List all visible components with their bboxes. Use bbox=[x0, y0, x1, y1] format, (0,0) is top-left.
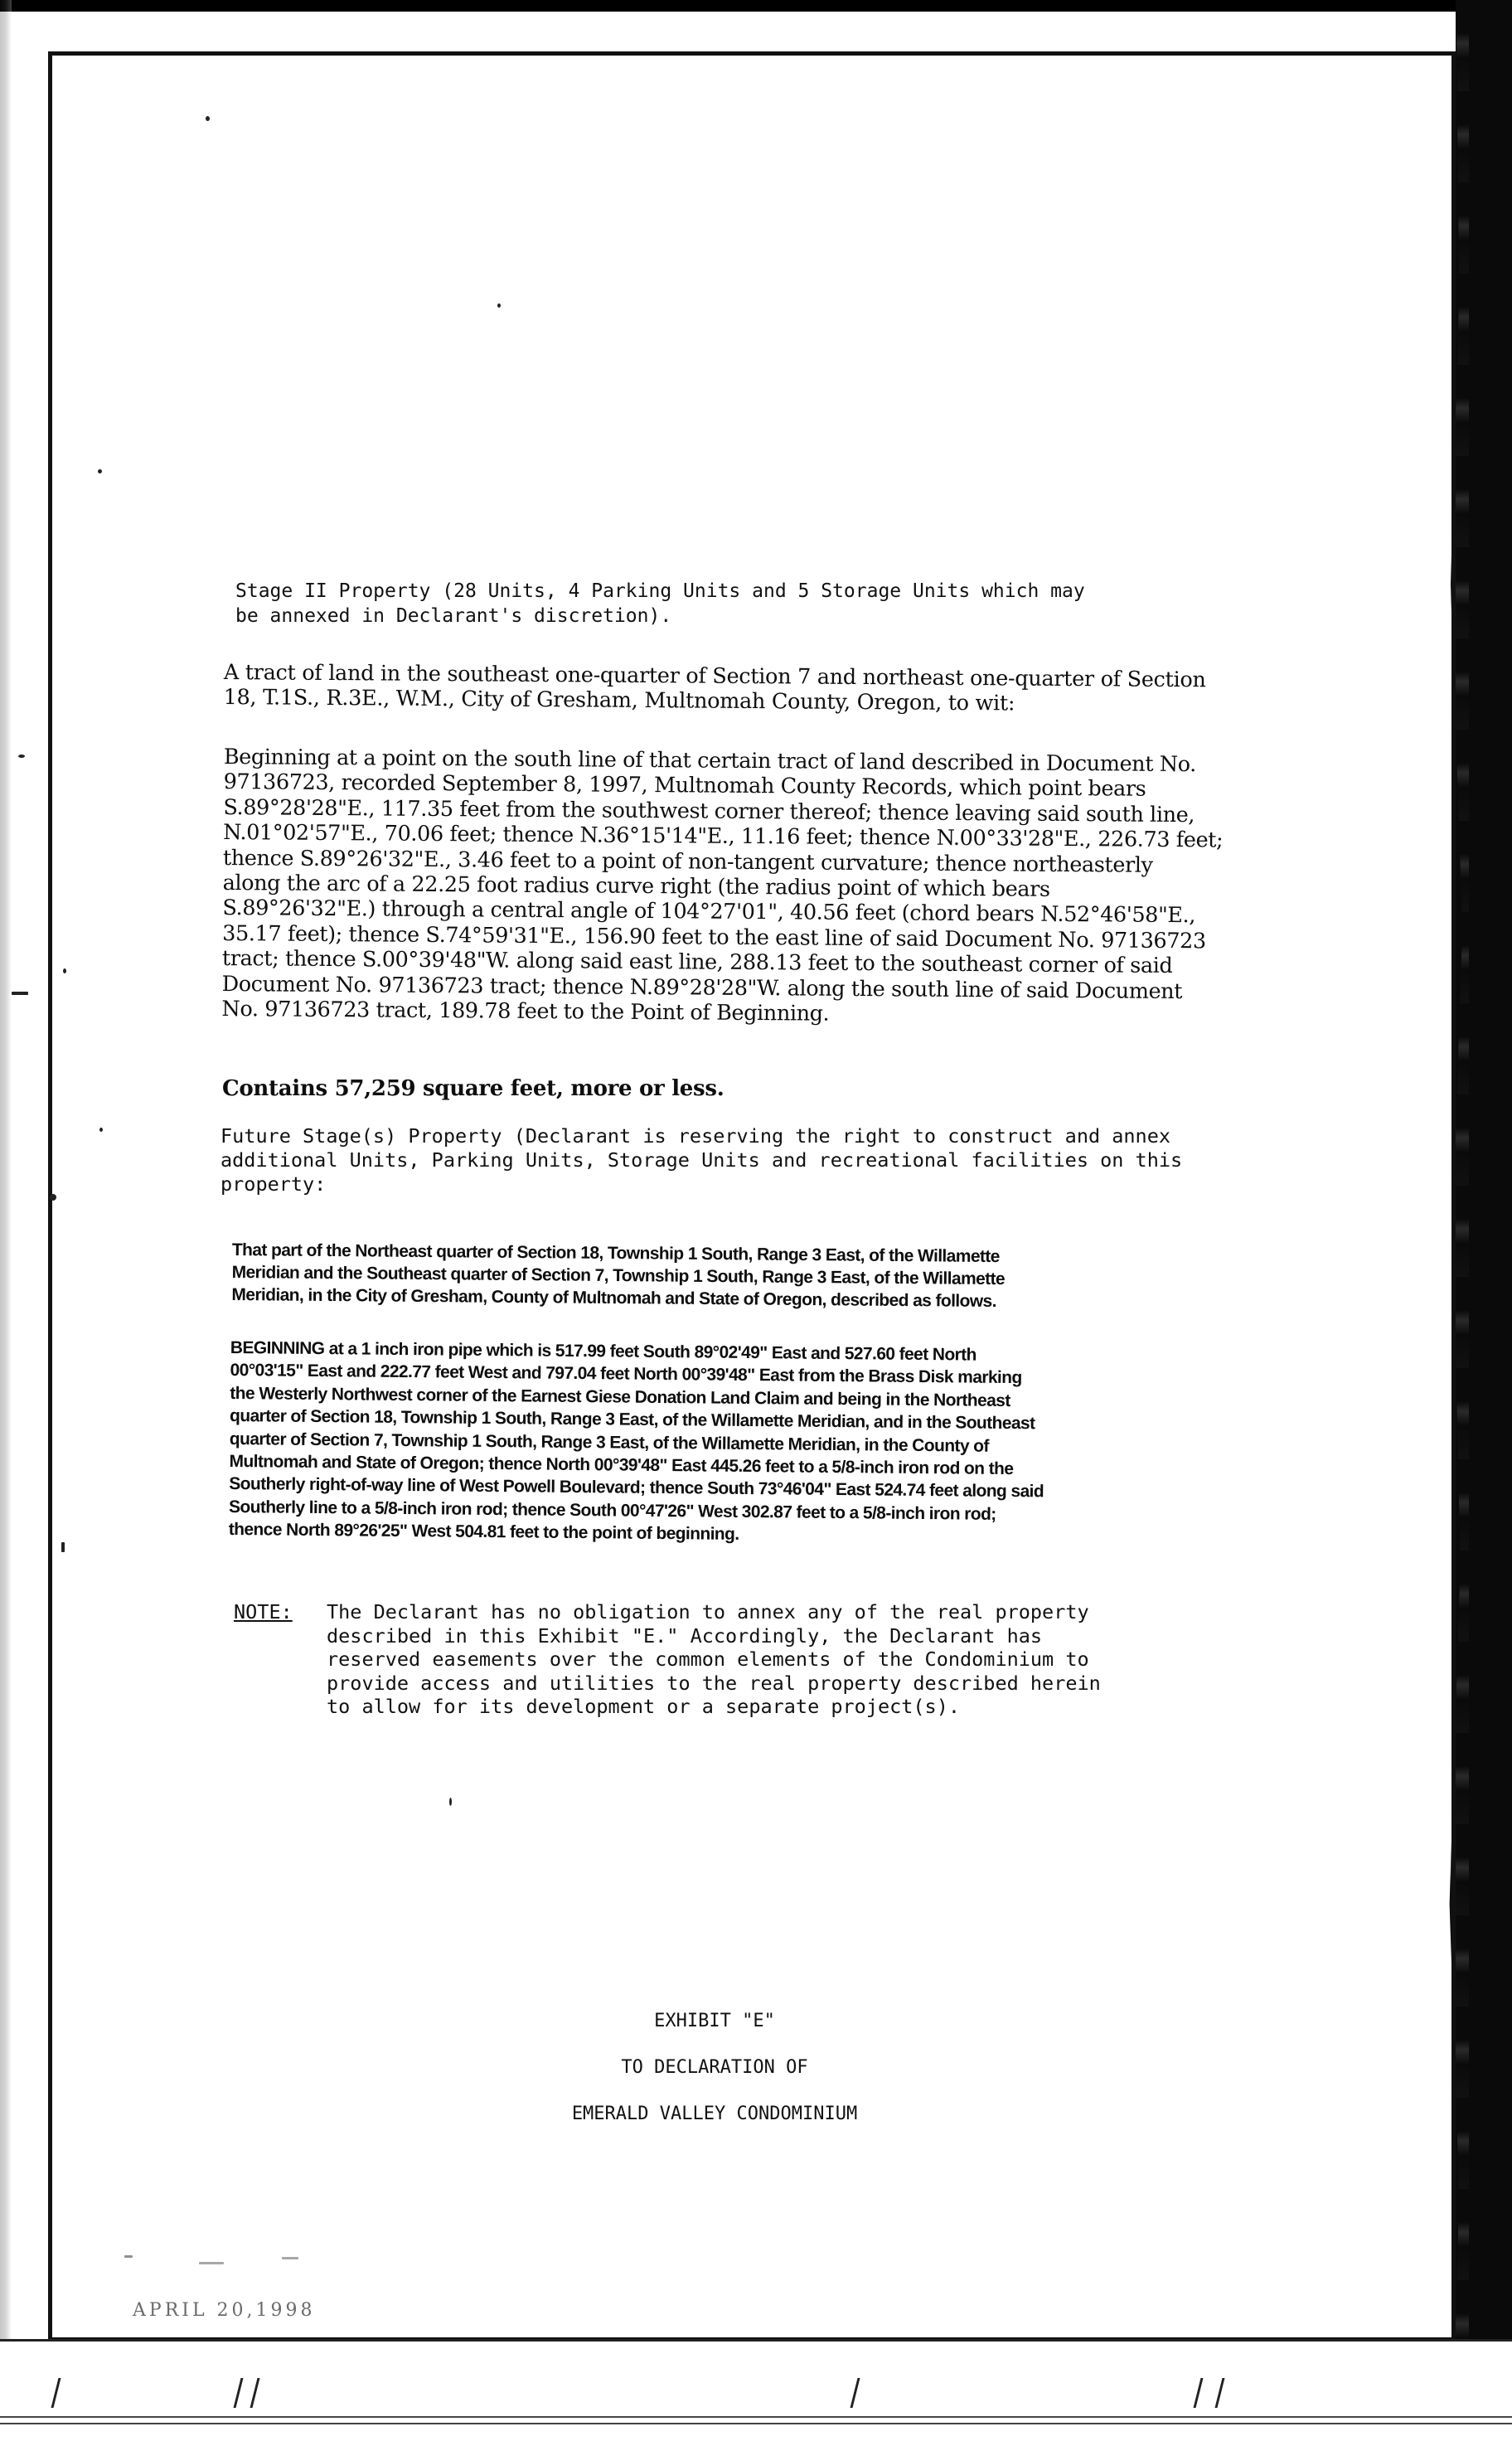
scan-bottom-lines bbox=[0, 2416, 1512, 2424]
scan-speck bbox=[497, 303, 501, 308]
exhibit-caption-line-2: TO DECLARATION OF bbox=[621, 2057, 808, 2078]
future-stage-property-heading: Future Stage(s) Property (Declarant is reserving the right to construct and annex additional Units, Parking Units, Storage Units and recreational facilities on this bbox=[220, 1124, 1183, 1172]
exhibit-caption bbox=[466, 1987, 963, 2149]
exhibit-caption-line-1: EXHIBIT "E" bbox=[654, 2011, 775, 2031]
scan-speck bbox=[282, 2257, 298, 2259]
scan-speck bbox=[206, 116, 210, 121]
note-text: The Declarant has no obligation to annex any of the real property described in this Exhibit "E." Accordingly, the Declarant has reserved easements over the common elements of the Condominium to provide access and utilities to the real property described herein to allow for its development or a separate project(s). bbox=[327, 1600, 1101, 1719]
future-stage-property-heading-end: property: bbox=[220, 1172, 327, 1196]
scan-speck bbox=[99, 1128, 103, 1132]
tract-intro-paragraph: A tract of land in the southeast one-quarter of Section 7 and northeast one-quarter of Section 18, T.1S., R.3E., W.M., City of Gresham, Multnomah County, Oregon, to wit: bbox=[223, 660, 1206, 716]
tract-legal-description: Beginning at a point on the south line of that certain tract of land described in Document No. 97136723, recorded September 8, 1997, Multnomah County Records, which point bears S.89°28'28"E., 117.35 feet from the southwest corner thereof; thence leaving said south line, N.01°02'57"E., 70.06 feet; thence N.36°15'14"E., 11.16 feet; thence N.00°33'28"E., 226.73 feet; thence S.89°26'32"E., 3.46 feet to a point of non-tangent curvature; thence northeasterly along the arc of a 22.25 foot radius curve right (the radius point of which bears S.89°26'32"E.) through a central angle of 104°27'01", 40.56 feet (chord bears N.52°46'58"E., 35.17 feet); thence S.74°59'31"E., 156.90 feet to the east line of said Document No. 97136723 tract; thence S.00°39'48"W. along said east line, 288.13 feet to the southeast corner of said Document No. 97136723 tract; thence N.89°28'28"W. along the south line of said Document No. 97136723 tract, 189.78 feet to the Point of Beginning. bbox=[221, 745, 1224, 1026]
scan-speck bbox=[12, 992, 28, 995]
scan-speck bbox=[98, 469, 102, 473]
scan-speck bbox=[18, 755, 25, 758]
scan-speck bbox=[63, 968, 66, 973]
received-date-stamp: APRIL 20,1998 bbox=[133, 2300, 316, 2321]
scan-speck bbox=[61, 1542, 65, 1552]
scan-speck bbox=[124, 2255, 133, 2258]
future-property-part-description: That part of the Northeast quarter of Section 18, Township 1 South, Range 3 East, of the Willamette Meridian and the Southeast quarter of Section 7, Township 1 South, Range 3 East, of the Willamette Meridian, in the City of Gresham, County of Multnomah and State of Oregon, described as follows. bbox=[231, 1240, 1006, 1312]
scan-speck bbox=[449, 1798, 452, 1806]
scan-bottom-edge bbox=[0, 2339, 1512, 2441]
exhibit-caption-line-3: EMERALD VALLEY CONDOMINIUM bbox=[571, 2104, 858, 2124]
tract-area-statement: Contains 57,259 square feet, more or less. bbox=[222, 1076, 724, 1101]
stage-2-property-heading: Stage II Property (28 Units, 4 Parking Units and 5 Storage Units which may be annexed in Declarant's discretion). bbox=[235, 580, 1085, 627]
note-label: NOTE: bbox=[234, 1600, 293, 1623]
scan-left-edge bbox=[0, 0, 12, 2441]
scan-speck bbox=[50, 1194, 56, 1201]
scan-speck bbox=[199, 2262, 224, 2264]
future-property-metes-and-bounds: BEGINNING at a 1 inch iron pipe which is 517.99 feet South 89°02'49" East and 527.60 feet North 00°03'15" East and 222.77 feet West and 797.04 feet North 00°39'48" East from the Brass Disk marking the Westerly Northwest corner of the Earnest Giese Donation Land Claim and being in the Northeast quarter of Section 18, Township 1 South, Range 3 East, of the Willamette Meridian, and in the Southeast quarter of Section 7, Township 1 South, Range 3 East, of the Willamette Meridian, in the County of Multnomah and State of Oregon; thence North 00°39'48" East 445.26 feet to a 5/8-inch iron rod on the Southerly right-of-way line of West Powell Boulevard; thence South 73°46'04" East 524.74 feet along said Southerly line to a 5/8-inch iron rod; thence South 00°47'26" West 302.87 feet to a 5/8-inch iron rod; thence North 89°26'25" West 504.81 feet to the point of beginning. bbox=[228, 1337, 1044, 1545]
scan-top-edge bbox=[0, 0, 1512, 12]
